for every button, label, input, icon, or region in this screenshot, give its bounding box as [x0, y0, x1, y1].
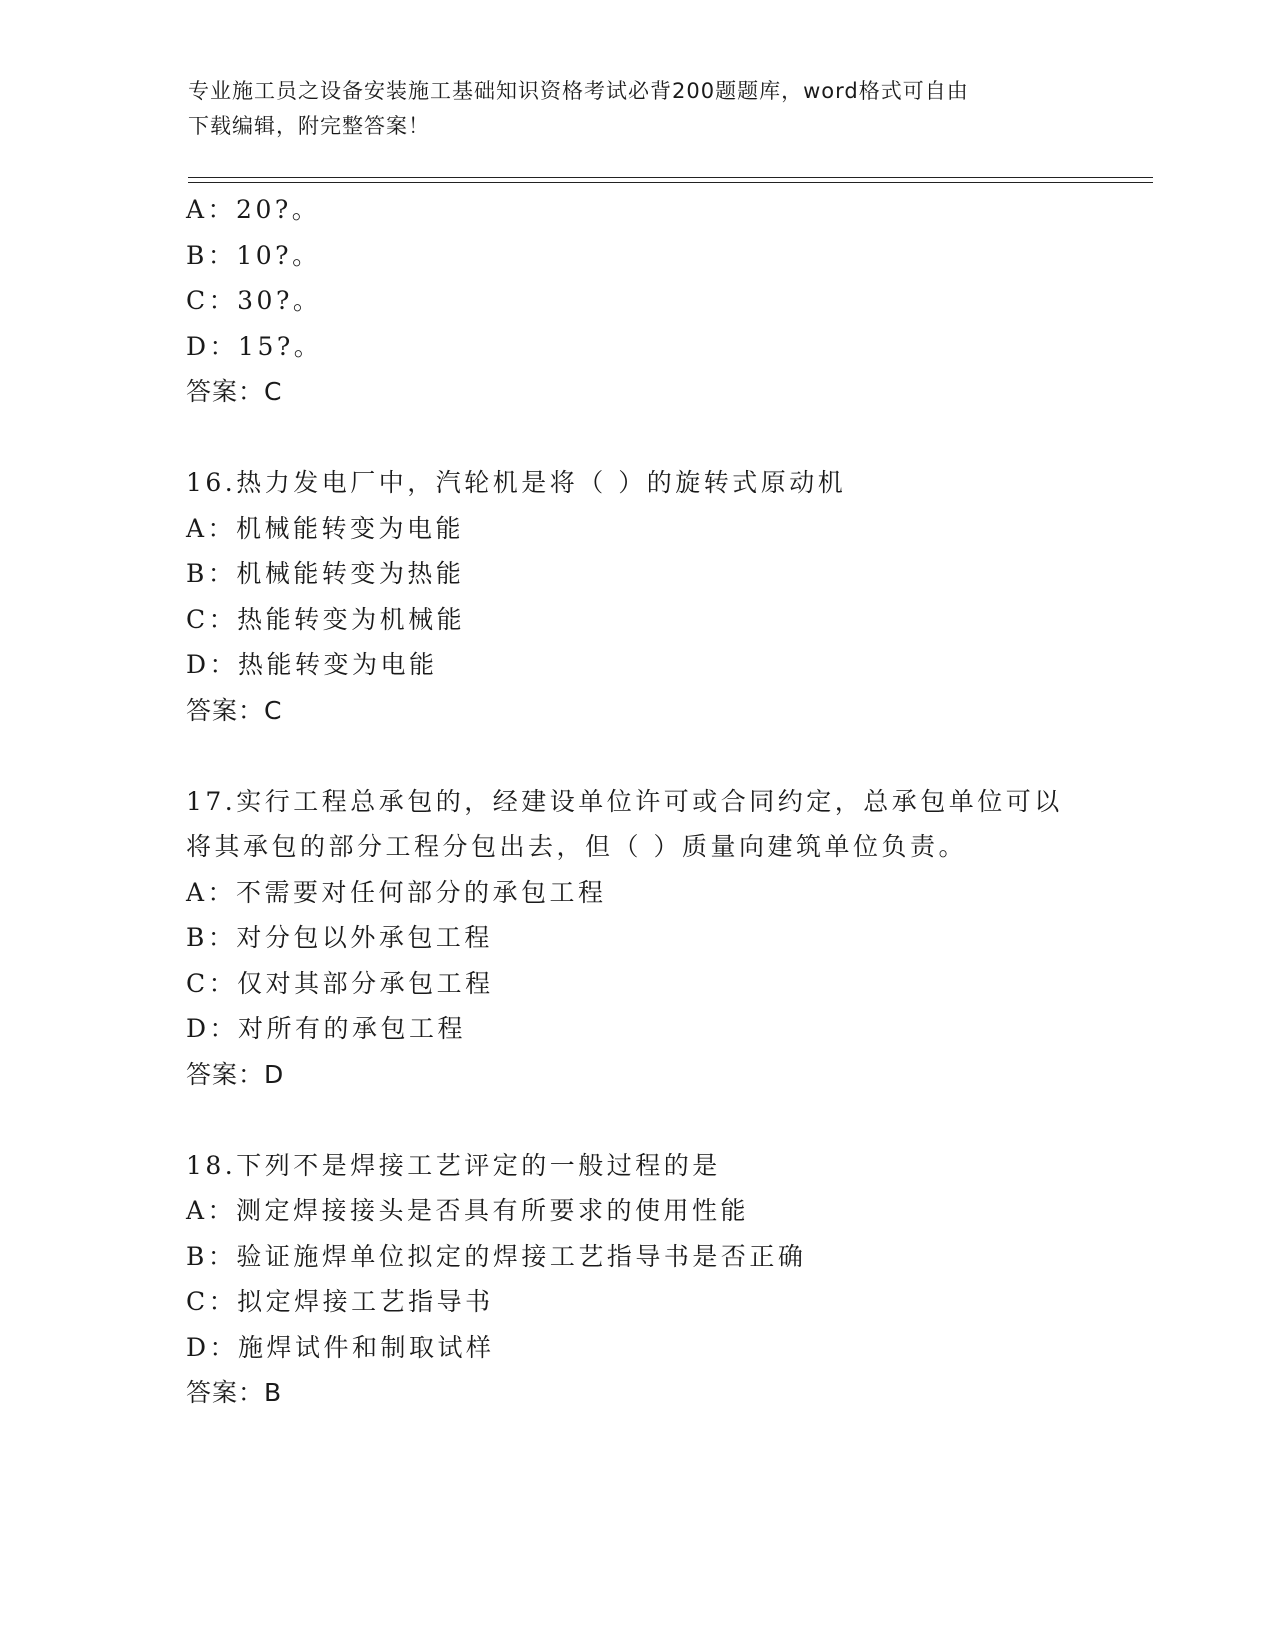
question-text-line-1: 17.实行工程总承包的，经建设单位许可或合同约定，总承包单位可以	[186, 786, 1063, 816]
spacer	[186, 1097, 1146, 1143]
question-17	[186, 779, 1146, 1098]
question-text-line-2: 将其承包的部分工程分包出去，但（ ）质量向建筑单位负责。	[186, 832, 967, 861]
option-d: D：对所有的承包工程	[186, 1014, 467, 1043]
answer: 答案：D	[186, 1059, 285, 1089]
option-a: A：测定焊接接头是否具有所要求的使用性能	[186, 1196, 750, 1225]
header-line-2: 下载编辑，附完整答案！	[188, 114, 430, 138]
header-divider-top	[188, 177, 1153, 178]
question-16	[186, 460, 1146, 733]
option-a: A：20?。	[186, 195, 321, 224]
question-text: 16.热力发电厂中，汽轮机是将（ ）的旋转式原动机	[186, 468, 847, 497]
spacer	[186, 415, 1146, 461]
option-b: B：10?。	[186, 240, 321, 270]
option-b: B：验证施焊单位拟定的焊接工艺指导书是否正确	[186, 1241, 807, 1271]
question-15	[186, 187, 1146, 415]
option-c: C：仅对其部分承包工程	[186, 968, 494, 998]
option-b: B：对分包以外承包工程	[186, 923, 493, 952]
question-text: 18.下列不是焊接工艺评定的一般过程的是	[186, 1150, 721, 1180]
answer: 答案：C	[186, 377, 283, 406]
option-c: C：30?。	[186, 286, 322, 315]
spacer	[186, 733, 1146, 779]
option-a: A：不需要对任何部分的承包工程	[186, 877, 607, 907]
header-divider-bottom	[188, 182, 1153, 183]
answer: 答案：B	[186, 1378, 283, 1407]
option-d: D：施焊试件和制取试样	[186, 1332, 495, 1362]
question-list	[186, 187, 1146, 1416]
option-d: D：热能转变为电能	[186, 650, 438, 679]
option-b: B：机械能转变为热能	[186, 559, 465, 588]
option-c: C：热能转变为机械能	[186, 604, 466, 634]
question-18	[186, 1143, 1146, 1416]
option-d: D：15?。	[186, 331, 323, 361]
option-c: C：拟定焊接工艺指导书	[186, 1287, 494, 1316]
option-a: A：机械能转变为电能	[186, 513, 465, 543]
page-header	[188, 74, 1088, 144]
header-line-1: 专业施工员之设备安装施工基础知识资格考试必背200题题库，word格式可自由	[188, 79, 969, 103]
answer: 答案：C	[186, 695, 283, 725]
